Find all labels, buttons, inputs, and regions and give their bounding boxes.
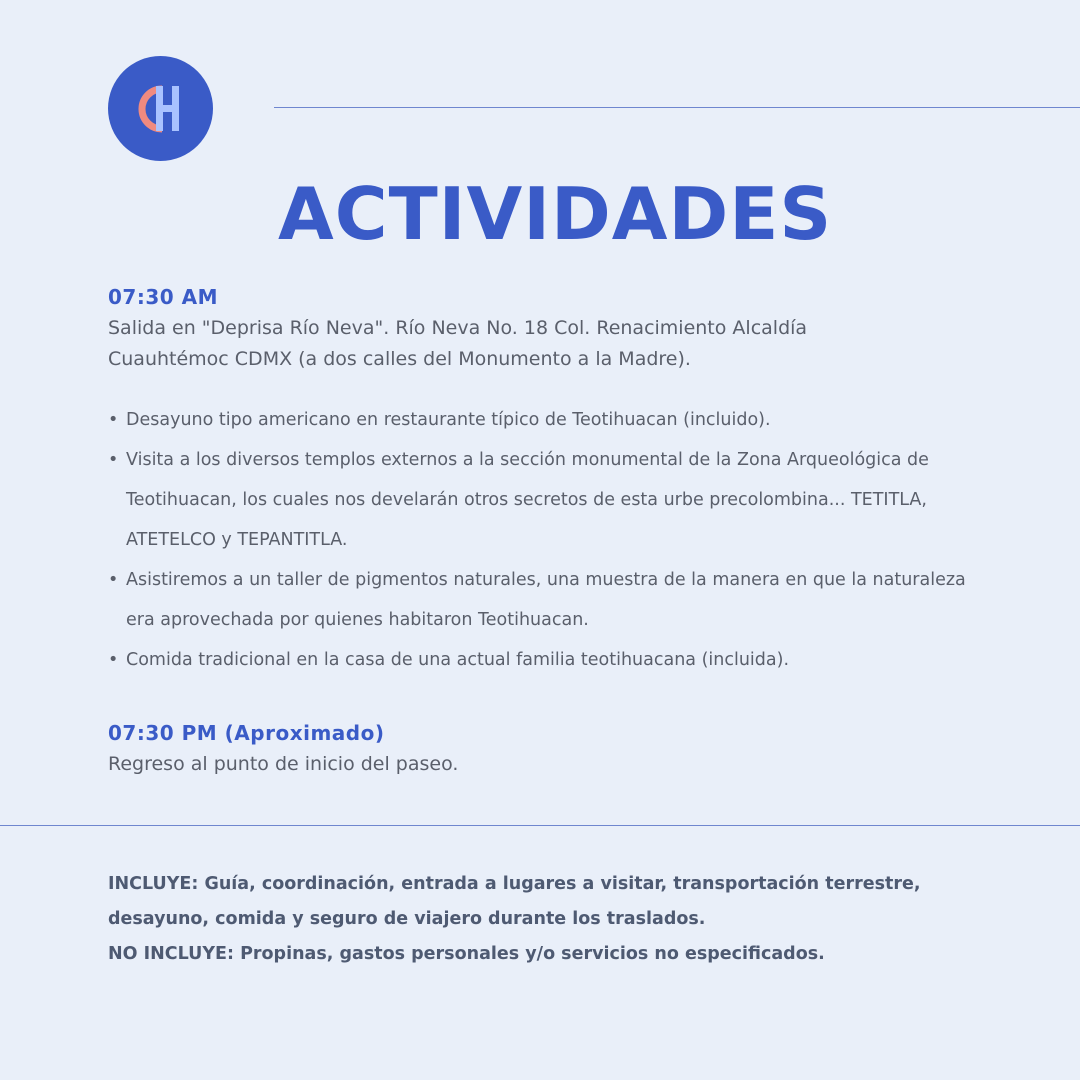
header-divider [274, 107, 1080, 108]
activity-item: • Comida tradicional en la casa de una actual familia teotihuacana (incluida). [108, 640, 968, 680]
activities-list [108, 400, 968, 680]
return-text: Regreso al punto de inicio del paseo. [108, 753, 459, 775]
section-divider [0, 825, 1080, 826]
excludes-text: Propinas, gastos personales y/o servicios no especificados. [240, 944, 825, 964]
page-title: ACTIVIDADES [278, 172, 833, 256]
departure-time: 07:30 AM [108, 285, 219, 309]
activity-item: • Desayuno tipo americano en restaurante típico de Teotihuacan (incluido). [108, 400, 968, 440]
activity-item: • Visita a los diversos templos externos a la sección monumental de la Zona Arqueológica de Teotihuacan, los cuales nos develarán otros secretos de esta urbe precolombina... TETITLA, ATETELCO y TEPANTITLA. [108, 440, 968, 560]
includes-section [108, 867, 1008, 972]
departure-text: Salida en "Deprisa Río Neva". Río Neva No. 18 Col. Renacimiento Alcaldía Cuauhtémoc CDMX (a dos calles del Monumento a la Madre). [108, 317, 808, 370]
excludes-line [108, 937, 1008, 972]
ch-monogram-icon [108, 56, 213, 161]
ch-logo-icon [108, 56, 213, 161]
includes-text: Guía, coordinación, entrada a lugares a visitar, transportación terrestre, desayuno, comida y seguro de viajero durante los traslados. [108, 874, 921, 929]
excludes-label: NO INCLUYE: [108, 944, 234, 964]
includes-label: INCLUYE: [108, 874, 199, 894]
return-time: 07:30 PM (Aproximado) [108, 721, 385, 745]
includes-line [108, 867, 1008, 937]
activity-item: • Asistiremos a un taller de pigmentos naturales, una muestra de la manera en que la naturaleza era aprovechada por quienes habitaron Teotihuacan. [108, 560, 968, 640]
